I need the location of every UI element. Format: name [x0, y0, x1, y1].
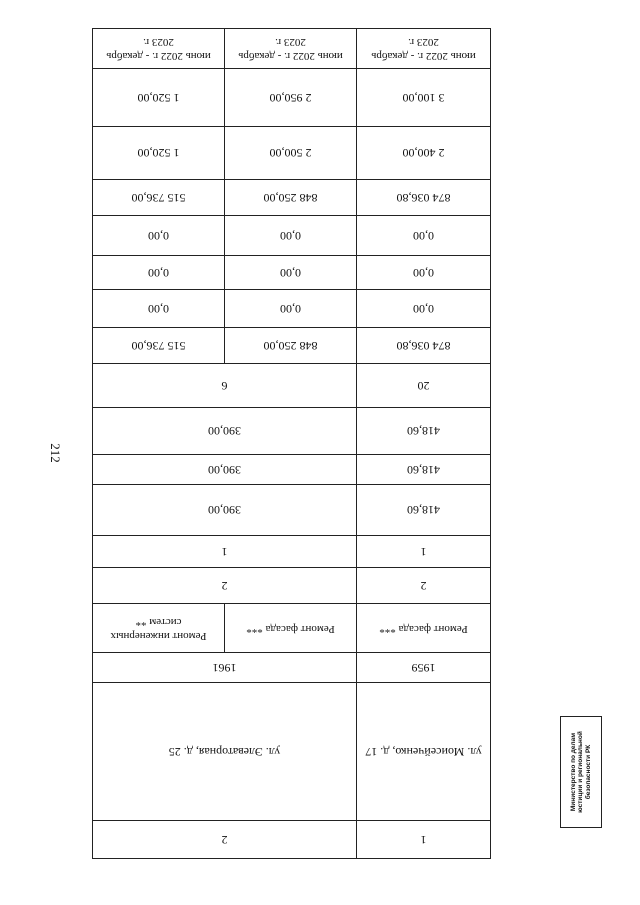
period-cell: июнь 2022 г. - декабрь 2023 г.: [225, 29, 357, 69]
amount-cell: 2 950,00: [225, 68, 357, 127]
table-row: [93, 179, 491, 215]
table-row: [93, 289, 491, 327]
amount-cell: 0,00: [93, 255, 225, 289]
amount-cell: 3 100,00: [357, 68, 491, 127]
amount-cell: 2 400,00: [357, 127, 491, 180]
amount-cell: 1 520,00: [93, 127, 225, 180]
value-cell: 2: [357, 567, 491, 603]
value-cell: 20: [357, 363, 491, 407]
table-row: [93, 454, 491, 484]
value-cell: 6: [93, 363, 357, 407]
table-row: [93, 567, 491, 603]
table-row: [93, 683, 491, 820]
stamp-line: юстиции и региональной: [577, 731, 585, 813]
amount-cell: 848 250,00: [225, 179, 357, 215]
work-type-cell: Ремонт инженерных систем **: [93, 604, 225, 653]
value-cell: 2: [93, 567, 357, 603]
amount-cell: 0,00: [93, 216, 225, 255]
repair-table: [92, 28, 491, 859]
value-cell: 390,00: [93, 484, 357, 535]
table-row: [93, 484, 491, 535]
value-cell: 418,60: [357, 484, 491, 535]
stamp-line: безопасности РК: [584, 744, 592, 800]
table-row: [93, 328, 491, 363]
period-cell: июнь 2022 г. - декабрь 2023 г.: [93, 29, 225, 69]
row-number-cell: 1: [357, 820, 491, 858]
amount-cell: 515 736,00: [93, 328, 225, 363]
value-cell: 1: [357, 535, 491, 567]
table-row: [93, 68, 491, 127]
ministry-stamp: [560, 716, 602, 828]
year-cell: 1959: [357, 652, 491, 682]
amount-cell: 874 036,80: [357, 179, 491, 215]
table-row: [93, 820, 491, 858]
amount-cell: 874 036,80: [357, 328, 491, 363]
table-row: [93, 29, 491, 69]
rotated-table-container: [93, 28, 491, 859]
page-number: 212: [48, 443, 63, 463]
amount-cell: 848 250,00: [225, 328, 357, 363]
table-row: [93, 535, 491, 567]
row-number-cell: 2: [93, 820, 357, 858]
work-type-cell: Ремонт фасада ***: [225, 604, 357, 653]
value-cell: 1: [93, 535, 357, 567]
table-row: [93, 216, 491, 255]
year-cell: 1961: [93, 652, 357, 682]
amount-cell: 0,00: [225, 216, 357, 255]
address-cell: ул. Моисейченко, д. 17: [357, 683, 491, 820]
value-cell: 418,60: [357, 408, 491, 455]
amount-cell: 0,00: [357, 216, 491, 255]
table-row: [93, 604, 491, 653]
value-cell: 418,60: [357, 454, 491, 484]
table-row: [93, 255, 491, 289]
table-row: [93, 363, 491, 407]
amount-cell: 1 520,00: [93, 68, 225, 127]
amount-cell: 0,00: [357, 255, 491, 289]
amount-cell: 0,00: [357, 289, 491, 327]
table-row: [93, 408, 491, 455]
value-cell: 390,00: [93, 454, 357, 484]
table-row: [93, 652, 491, 682]
amount-cell: 515 736,00: [93, 179, 225, 215]
work-type-cell: Ремонт фасада ***: [357, 604, 491, 653]
amount-cell: 2 500,00: [225, 127, 357, 180]
stamp-line: Министерство по делам: [569, 732, 577, 812]
table-row: [93, 127, 491, 180]
amount-cell: 0,00: [225, 289, 357, 327]
amount-cell: 0,00: [225, 255, 357, 289]
address-cell: ул. Элеваторная, д. 25: [93, 683, 357, 820]
stamp-text: [561, 717, 601, 827]
value-cell: 390,00: [93, 408, 357, 455]
period-cell: июнь 2022 г. - декабрь 2023 г.: [357, 29, 491, 69]
amount-cell: 0,00: [93, 289, 225, 327]
